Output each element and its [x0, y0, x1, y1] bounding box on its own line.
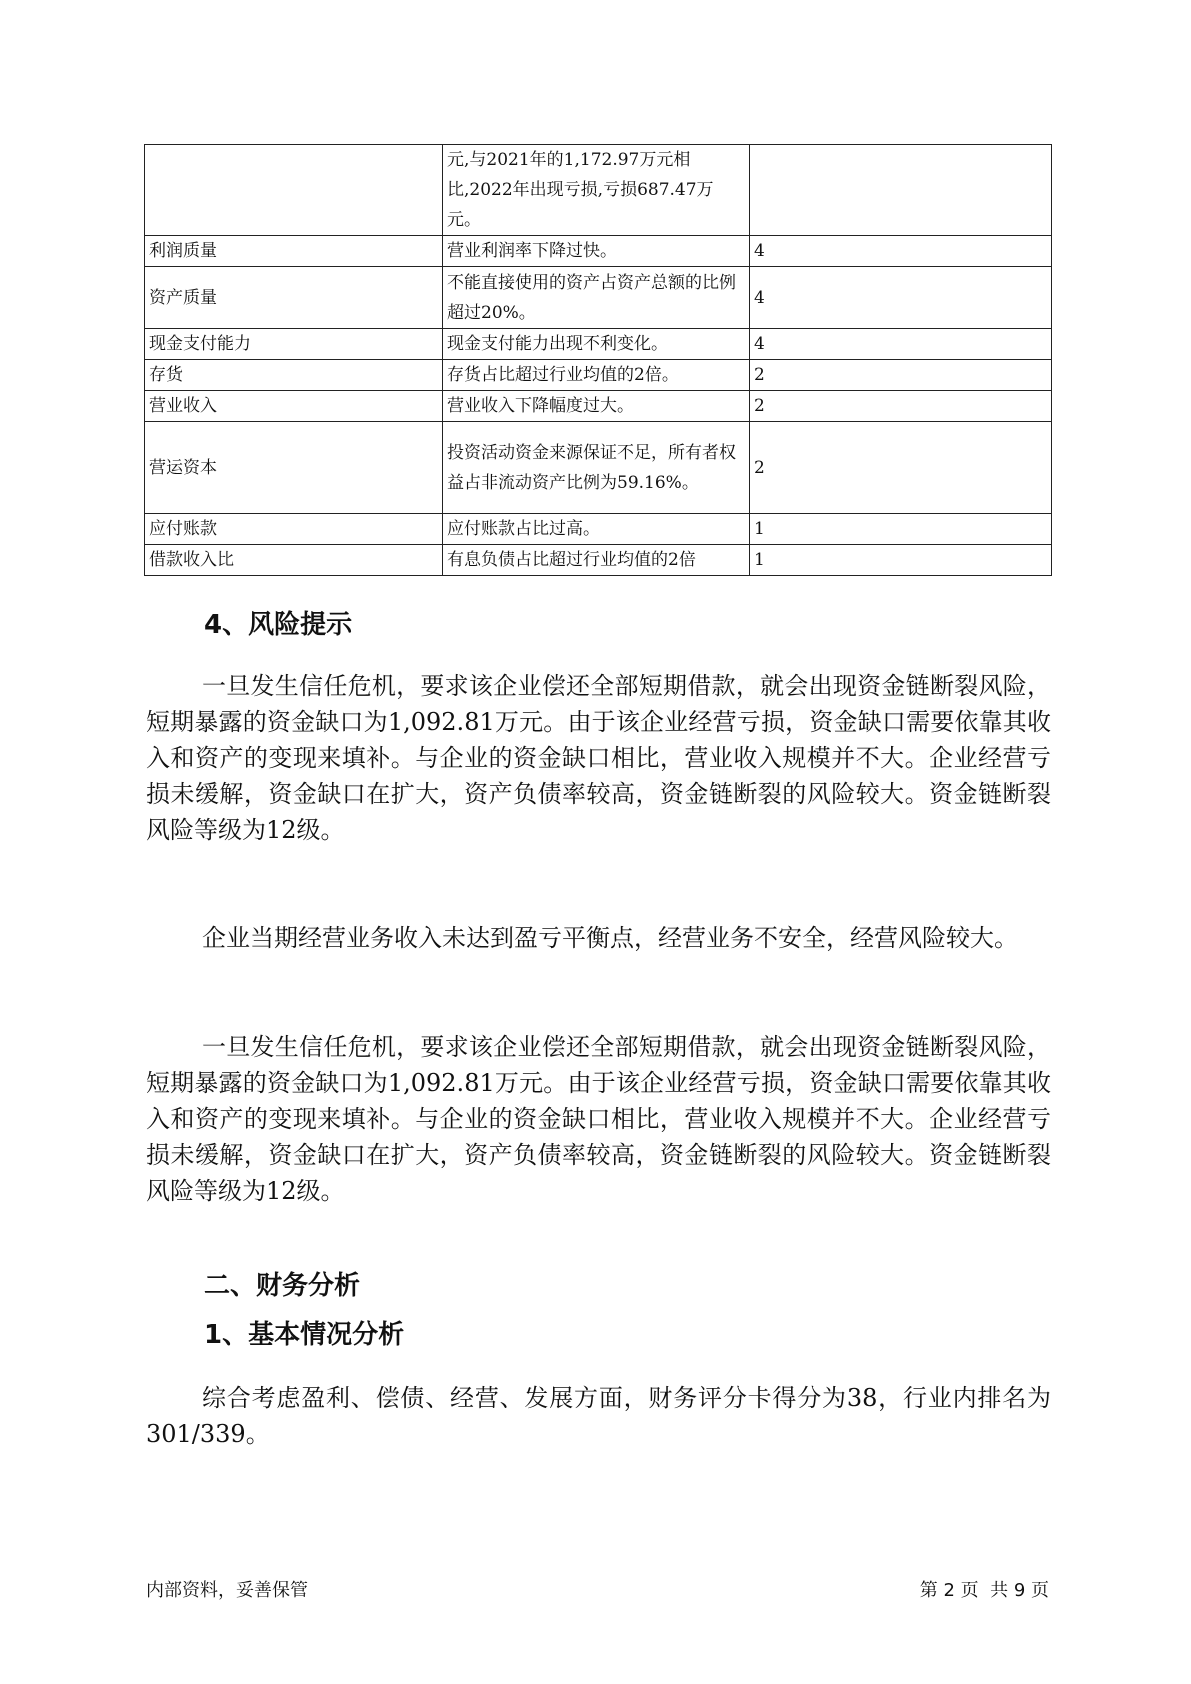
risk-item-desc: 不能直接使用的资产占资产总额的比例超过20%。 — [443, 267, 750, 329]
footer-confidential-note: 内部资料，妥善保管 — [146, 1580, 308, 1601]
table-row — [145, 514, 1052, 545]
basic-analysis-heading: 1、基本情况分析 — [204, 1320, 405, 1350]
table-row — [145, 236, 1052, 267]
basic-analysis-paragraph: 综合考虑盈利、偿债、经营、发展方面，财务评分卡得分为38，行业内排名为301/339。 — [146, 1384, 1051, 1448]
risk-item-level: 2 — [750, 422, 1052, 514]
risk-item-desc: 营业利润率下降过快。 — [443, 236, 750, 267]
risk-item-level: 2 — [750, 360, 1052, 391]
risk-item-desc: 有息负债占比超过行业均值的2倍 — [443, 545, 750, 576]
table-row — [145, 145, 1052, 236]
risk-item-name: 利润质量 — [145, 236, 443, 267]
risk-item-desc: 投资活动资金来源保证不足，所有者权益占非流动资产比例为59.16%。 — [443, 422, 750, 514]
finance-analysis-heading: 二、财务分析 — [204, 1271, 361, 1301]
risk-item-level: 4 — [750, 267, 1052, 329]
risk-item-name: 资产质量 — [145, 267, 443, 329]
risk-item-desc: 现金支付能力出现不利变化。 — [443, 329, 750, 360]
risk-item-desc: 元,与2021年的1,172.97万元相比,2022年出现亏损,亏损687.47万元。 — [443, 145, 750, 236]
risk-item-name: 应付账款 — [145, 514, 443, 545]
risk-heading: 4、风险提示 — [204, 610, 353, 640]
risk-item-name: 存货 — [145, 360, 443, 391]
risk-paragraph-2: 企业当期经营业务收入未达到盈亏平衡点，经营业务不安全，经营风险较大。 — [202, 924, 1018, 952]
risk-paragraph-1: 一旦发生信任危机，要求该企业偿还全部短期借款，就会出现资金链断裂风险，短期暴露的资金缺口为1,092.81万元。由于该企业经营亏损，资金缺口需要依靠其收入和资产的变现来填补。与企业的资金缺口相比，营业收入规模并不大。企业经营亏损未缓解，资金缺口在扩大，资产负债率较高，资金链断裂的风险较大。资金链断裂风险等级为12级。 — [146, 672, 1051, 844]
risk-item-name: 营运资本 — [145, 422, 443, 514]
risk-item-name: 现金支付能力 — [145, 329, 443, 360]
risk-item-name: 营业收入 — [145, 391, 443, 422]
risk-item-name: 借款收入比 — [145, 545, 443, 576]
risk-item-name — [145, 145, 443, 236]
table-row — [145, 422, 1052, 514]
table-row — [145, 360, 1052, 391]
risk-item-desc: 营业收入下降幅度过大。 — [443, 391, 750, 422]
risk-item-level: 4 — [750, 236, 1052, 267]
table-row — [145, 545, 1052, 576]
table-row — [145, 267, 1052, 329]
risk-item-level — [750, 145, 1052, 236]
risk-item-level: 4 — [750, 329, 1052, 360]
risk-item-desc: 应付账款占比过高。 — [443, 514, 750, 545]
risk-item-level: 1 — [750, 514, 1052, 545]
table-row — [145, 329, 1052, 360]
risk-item-level: 2 — [750, 391, 1052, 422]
risk-paragraph-3: 一旦发生信任危机，要求该企业偿还全部短期借款，就会出现资金链断裂风险，短期暴露的资金缺口为1,092.81万元。由于该企业经营亏损，资金缺口需要依靠其收入和资产的变现来填补。与企业的资金缺口相比，营业收入规模并不大。企业经营亏损未缓解，资金缺口在扩大，资产负债率较高，资金链断裂的风险较大。资金链断裂风险等级为12级。 — [146, 1033, 1051, 1205]
risk-item-level: 1 — [750, 545, 1052, 576]
table-row — [145, 391, 1052, 422]
risk-table — [144, 144, 1052, 576]
footer-page-number: 第 2 页 共 9 页 — [919, 1580, 1049, 1601]
risk-item-desc: 存货占比超过行业均值的2倍。 — [443, 360, 750, 391]
